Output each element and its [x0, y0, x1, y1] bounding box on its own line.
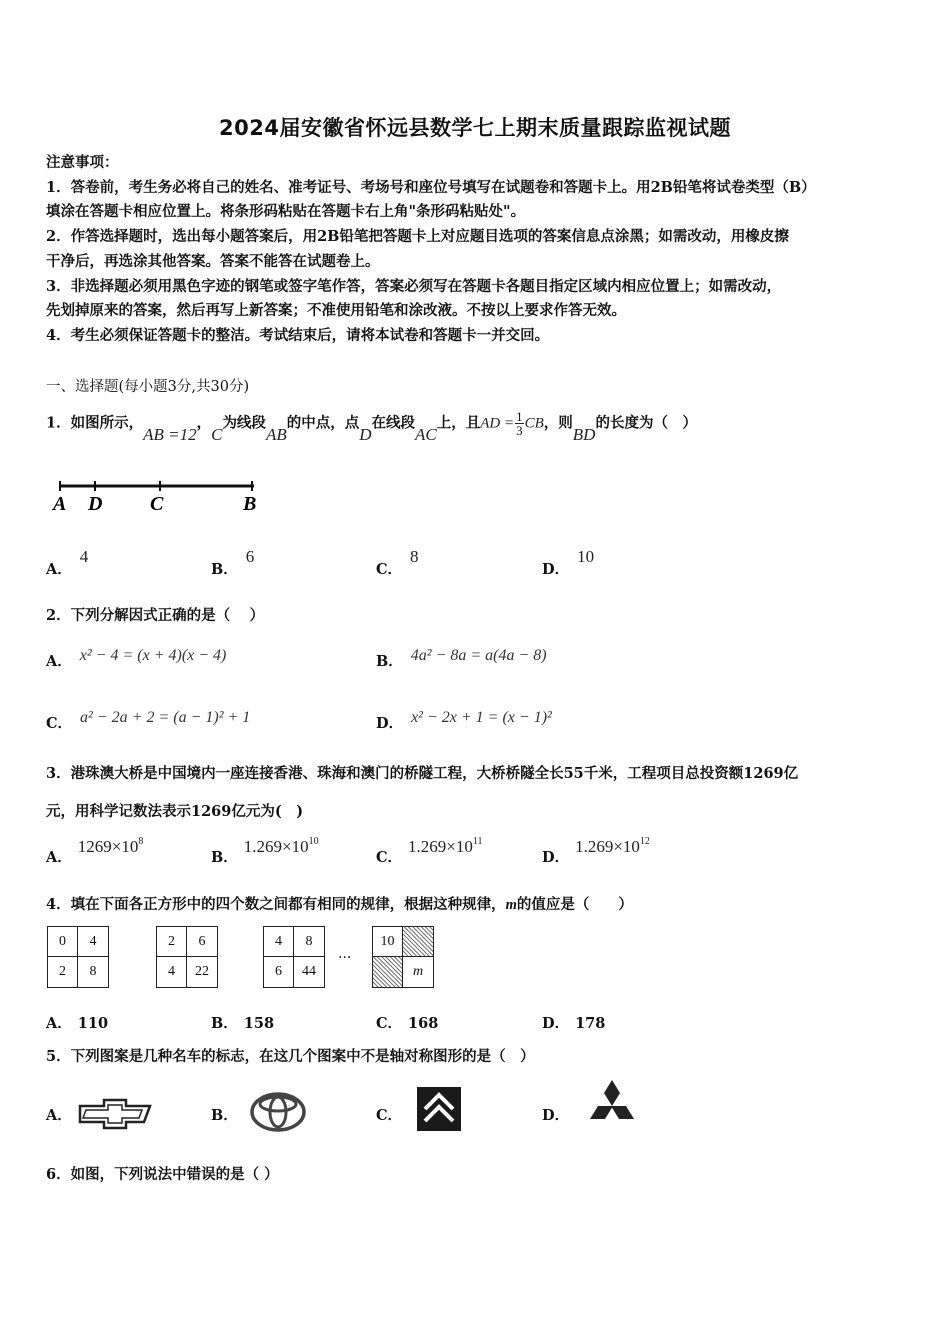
- notes-line: 3．非选择题必须用黑色字迹的钢笔或签字笔作答，答案必须写在答题卡各题目指定区域内相应位置上；如需改动，: [46, 278, 782, 295]
- q1-option-d[interactable]: [542, 547, 595, 579]
- q1-math-d: D: [359, 424, 372, 444]
- option-letter: B．: [376, 653, 403, 670]
- option-letter: C．: [376, 1015, 403, 1032]
- option-value: 168: [408, 1015, 439, 1032]
- square-cell: 4: [264, 927, 294, 957]
- notes-line: 1．答卷前，考生务必将自己的姓名、准考证号、考场号和座位号填写在试题卷和答题卡上。用2B铅笔将试卷类型（B）: [46, 179, 816, 196]
- option-base: 1.269×10: [575, 837, 640, 856]
- point-label-d: D: [88, 493, 103, 515]
- option-base: 1.269×10: [243, 837, 309, 856]
- option-exponent: 10: [308, 836, 319, 847]
- option-value: 4: [79, 547, 89, 566]
- square-cell: 44: [302, 964, 316, 979]
- q3-option-a[interactable]: [46, 836, 144, 867]
- q1-math-ac: AC: [415, 424, 437, 444]
- option-base: 1.269×10: [408, 837, 473, 856]
- square-cell: 8: [294, 927, 324, 957]
- option-formula: a² − 2a + 2 = (a − 1)² + 1: [80, 709, 251, 726]
- square-cell: 6: [264, 957, 294, 987]
- option-letter: A．: [46, 561, 72, 578]
- q2-option-b[interactable]: [376, 644, 547, 670]
- option-value: 6: [245, 547, 255, 566]
- q1-math-ad: AD =: [480, 415, 515, 432]
- q5-option-c[interactable]: C．: [376, 1107, 403, 1124]
- option-exponent: 8: [138, 836, 144, 847]
- square-cell: 0: [48, 927, 78, 957]
- option-letter: C．: [376, 849, 403, 866]
- square-cell: 8: [89, 964, 97, 979]
- square-cell: 10: [373, 927, 403, 957]
- option-letter: A．: [46, 1015, 72, 1032]
- option-exponent: 11: [472, 836, 483, 847]
- option-exponent: 12: [639, 836, 650, 847]
- q2-option-d[interactable]: [376, 706, 552, 732]
- q4-option-a[interactable]: [46, 1012, 108, 1033]
- question-3-line-1: 3．港珠澳大桥是中国境内一座连接香港、珠海和澳门的桥隧工程，大桥桥隧全长55千米，工程项目总投资额1269亿: [46, 765, 799, 782]
- option-letter: B．: [211, 849, 238, 866]
- shaded-cell: [403, 927, 433, 957]
- square-cell: 6: [187, 927, 217, 957]
- point-label-c: C: [150, 493, 164, 515]
- q1-option-b[interactable]: [211, 547, 255, 579]
- square-cell: 2: [157, 927, 187, 957]
- option-letter: B．: [211, 1015, 238, 1032]
- option-letter: C．: [376, 561, 403, 578]
- shaded-cell: [373, 957, 403, 987]
- q2-option-c[interactable]: [46, 706, 251, 732]
- question-2: 2．下列分解因式正确的是（ ）: [46, 607, 265, 624]
- square-cell: 4: [157, 957, 187, 987]
- option-formula: 4a² − 8a = a(4a − 8): [410, 647, 547, 664]
- q5-option-d[interactable]: D．: [542, 1107, 570, 1124]
- mitsubishi-logo-icon: [583, 1080, 641, 1130]
- q5-option-a[interactable]: A．: [46, 1107, 72, 1124]
- option-base: 1269×10: [77, 837, 139, 856]
- number-square-3: [263, 926, 325, 988]
- q1-math-cb: CB: [524, 415, 544, 432]
- q1-text: 上，且: [436, 414, 481, 432]
- q3-option-b[interactable]: [211, 836, 319, 867]
- q1-text: ，则: [543, 414, 573, 432]
- square-cell: 4: [78, 927, 108, 957]
- question-3-line-2: 元，用科学记数法表示1269亿元为( ): [46, 803, 304, 820]
- q1-math-bd: BD: [572, 424, 596, 444]
- number-square-4: [372, 926, 434, 988]
- option-value: 158: [243, 1015, 275, 1032]
- q4-option-b[interactable]: [211, 1012, 274, 1033]
- question-4: [46, 893, 633, 914]
- q1-text: 1．如图所示，: [46, 414, 144, 432]
- q1-math-ab: AB =12: [143, 424, 197, 444]
- option-value: 178: [575, 1015, 606, 1032]
- q2-option-a[interactable]: [46, 644, 227, 670]
- option-letter: D．: [376, 715, 404, 732]
- option-letter: B．: [211, 561, 238, 578]
- square-cell-m: m: [412, 964, 424, 979]
- option-letter: D．: [542, 1015, 570, 1032]
- question-1: [46, 410, 697, 450]
- number-square-2: [156, 926, 218, 988]
- q4-variable: m: [505, 897, 517, 913]
- point-label-b: B: [243, 493, 257, 515]
- q3-option-d[interactable]: [542, 836, 650, 867]
- question-5: 5．下列图案是几种名车的标志，在这几个图案中不是轴对称图形的是（ ）: [46, 1048, 535, 1065]
- option-value: 110: [77, 1015, 109, 1032]
- q1-text: 为线段: [222, 414, 266, 432]
- option-letter: A．: [46, 653, 72, 670]
- fraction: [515, 410, 524, 437]
- notes-line: 干净后，再选涂其他答案。答案不能答在试题卷上。: [46, 253, 380, 270]
- option-formula: x² − 2x + 1 = (x − 1)²: [411, 709, 552, 726]
- q1-text: 的中点，点: [286, 414, 360, 432]
- option-letter: D．: [542, 561, 570, 578]
- notes-line: 2．作答选择题时，选出每小题答案后，用2B铅笔把答题卡上对应题目选项的答案信息点涂黑；如需改动，用橡皮擦: [46, 228, 789, 245]
- option-value: 10: [577, 547, 595, 566]
- toyota-logo-icon: [250, 1092, 306, 1132]
- ellipsis: ···: [338, 950, 352, 966]
- number-square-1: [47, 926, 109, 988]
- q3-option-c[interactable]: [376, 836, 483, 867]
- notes-line: 填涂在答题卡相应位置上。将条形码粘贴在答题卡右上角"条形码粘贴处"。: [46, 203, 526, 220]
- notes-line: 先划掉原来的答案，然后再写上新答案；不准使用铅笔和涂改液。不按以上要求作答无效。: [46, 302, 626, 319]
- option-letter: D．: [542, 849, 570, 866]
- option-letter: A．: [46, 849, 72, 866]
- q1-text: 在线段: [371, 414, 415, 432]
- square-cell: 2: [48, 957, 78, 987]
- option-letter: C．: [46, 715, 73, 732]
- q1-option-c[interactable]: [376, 547, 419, 579]
- q4-text: 的值应是（ ）: [516, 896, 633, 913]
- notes-heading: 注意事项：: [46, 154, 119, 171]
- square-cell: 22: [195, 964, 209, 979]
- q4-text: 4．填在下面各正方形中的四个数之间都有相同的规律，根据这种规律，: [46, 896, 506, 913]
- segment-figure: [50, 470, 270, 520]
- q1-text: ，: [196, 414, 212, 432]
- q5-option-b[interactable]: B．: [211, 1107, 238, 1124]
- option-formula: x² − 4 = (x + 4)(x − 4): [79, 647, 227, 664]
- question-6: 6．如图，下列说法中错误的是（ ）: [46, 1166, 279, 1183]
- q1-math-c: C: [211, 424, 223, 444]
- fraction-denominator: 3: [516, 423, 523, 438]
- notes-line: 4．考生必须保证答题卡的整洁。考试结束后，请将本试卷和答题卡一并交回。: [46, 327, 550, 344]
- point-label-a: A: [53, 493, 67, 515]
- q1-option-a[interactable]: [46, 547, 89, 579]
- chevrolet-logo-icon: [78, 1098, 152, 1130]
- page-title: 2024届安徽省怀远县数学七上期末质量跟踪监视试题: [219, 116, 731, 140]
- option-value: 8: [410, 547, 419, 566]
- fraction-numerator: 1: [516, 409, 523, 424]
- section-heading: 一、选择题(每小题3分,共30分): [46, 379, 250, 395]
- q4-option-d[interactable]: [542, 1012, 605, 1033]
- q1-math-ab2: AB: [265, 424, 287, 444]
- citroen-logo-icon: [417, 1087, 461, 1131]
- q1-text: 的长度为（ ）: [595, 414, 697, 432]
- q4-option-c[interactable]: [376, 1012, 438, 1033]
